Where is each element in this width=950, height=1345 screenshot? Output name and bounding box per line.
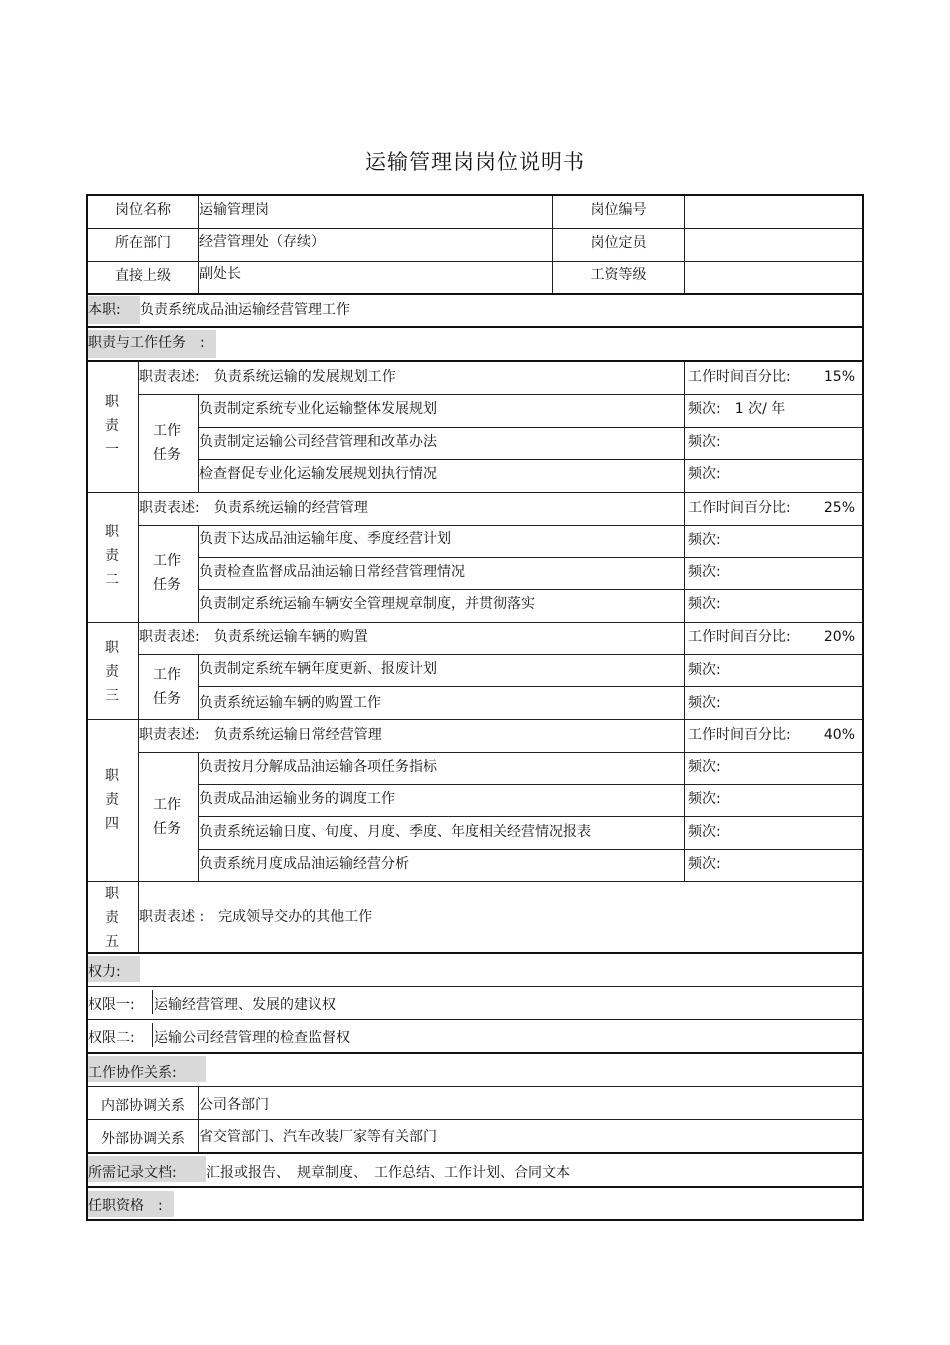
duty-4-task-3-freq: 频次:	[688, 824, 721, 840]
col-divider	[684, 719, 685, 881]
duty-1-desc: 职责表述: 负责系统运输的发展规划工作	[139, 369, 396, 385]
power-2-label: 权限二:	[88, 1030, 135, 1046]
section-divider	[88, 1052, 862, 1054]
row-divider	[138, 654, 862, 655]
duty-3-pct: 20%	[823, 629, 855, 645]
duties-section-label: 职责与工作任务 :	[88, 335, 205, 351]
row-divider	[198, 589, 862, 590]
role-value: 负责系统成品油运输经营管理工作	[140, 302, 350, 318]
post-name-value: 运输管理岗	[199, 202, 269, 218]
job-description-table	[86, 194, 864, 1221]
duty-2-task-label: 工作 任务	[153, 553, 181, 593]
duty-1-task-1-freq: 频次: 1 次/ 年	[688, 401, 786, 417]
duty-4-task-4: 负责系统月度成品油运输经营分析	[199, 856, 409, 872]
row-divider	[88, 228, 862, 229]
row-divider	[88, 492, 862, 493]
external-relations-value: 省交管部门、汽车改装厂家等有关部门	[199, 1129, 437, 1145]
row-divider	[198, 557, 862, 558]
supervisor-value: 副处长	[199, 266, 241, 282]
duty-3-desc: 职责表述: 负责系统运输车辆的购置	[139, 629, 368, 645]
duty-2-desc: 职责表述: 负责系统运输的经营管理	[139, 500, 368, 516]
row-divider	[88, 986, 862, 987]
duty-4-pct: 40%	[823, 727, 855, 743]
row-divider	[198, 816, 862, 817]
duty-4-task-label: 工作 任务	[153, 797, 181, 837]
row-divider	[88, 1019, 862, 1020]
row-divider	[198, 784, 862, 785]
duty-5-label: 职 责 五	[105, 886, 119, 950]
duty-1-task-3-freq: 频次:	[688, 466, 721, 482]
duty-4-task-3: 负责系统运输日度、旬度、月度、季度、年度相关经营情况报表	[199, 824, 591, 840]
power-label: 权力:	[88, 964, 121, 980]
role-label: 本职:	[88, 302, 121, 318]
duty-2-task-1: 负责下达成品油运输年度、季度经营计划	[199, 531, 451, 547]
duty-3-task-1: 负责制定系统车辆年度更新、报废计划	[199, 661, 437, 677]
duty-4-task-2-freq: 频次:	[688, 791, 721, 807]
internal-relations-value: 公司各部门	[199, 1097, 269, 1113]
row-divider	[138, 752, 862, 753]
duty-2-task-3-freq: 频次:	[688, 596, 721, 612]
internal-relations-label: 内部协调关系	[101, 1098, 185, 1114]
duty-3-pct-label: 工作时间百分比:	[688, 629, 791, 645]
row-divider	[198, 849, 862, 850]
row-divider	[198, 686, 862, 687]
duty-2-label: 职 责 二	[105, 524, 119, 588]
col-divider	[152, 990, 153, 1014]
duty-2-pct-label: 工作时间百分比:	[688, 500, 791, 516]
section-divider	[88, 1152, 862, 1154]
duty-4-label: 职 责 四	[105, 768, 119, 832]
department-label: 所在部门	[115, 235, 171, 251]
duty-5-desc: 职责表述 : 完成领导交办的其他工作	[139, 909, 373, 925]
records-value: 汇报或报告、 规章制度、 工作总结、工作计划、合同文本	[206, 1165, 570, 1181]
duty-1-task-2: 负责制定运输公司经营管理和改革办法	[199, 434, 437, 450]
duty-2-task-3: 负责制定系统运输车辆安全管理规章制度，并贯彻落实	[199, 596, 535, 612]
row-divider	[198, 427, 862, 428]
relations-label: 工作协作关系:	[88, 1065, 177, 1081]
department-value: 经营管理处（存续）	[199, 234, 325, 250]
duty-1-task-1: 负责制定系统专业化运输整体发展规划	[199, 401, 437, 417]
page-title: 运输管理岗岗位说明书	[365, 150, 585, 174]
section-divider	[88, 1186, 862, 1188]
power-1-value: 运输经营管理、发展的建议权	[154, 997, 336, 1013]
duty-4-task-1-freq: 频次:	[688, 759, 721, 775]
row-divider	[88, 1086, 862, 1087]
post-quota-label: 岗位定员	[590, 235, 647, 251]
power-2-value: 运输公司经营管理的检查监督权	[154, 1030, 350, 1046]
row-divider	[88, 881, 862, 882]
col-divider	[152, 1023, 153, 1047]
section-divider	[88, 326, 862, 328]
row-divider	[138, 525, 862, 526]
row-divider	[88, 622, 862, 623]
col-divider	[138, 362, 139, 952]
row-divider	[198, 459, 862, 460]
supervisor-label: 直接上级	[115, 268, 171, 284]
duty-2-task-2: 负责检查监督成品油运输日常经营管理情况	[199, 564, 465, 580]
records-label: 所需记录文档:	[88, 1165, 177, 1181]
row-divider	[88, 719, 862, 720]
duty-3-task-2: 负责系统运输车辆的购置工作	[199, 695, 381, 711]
duty-2-pct: 25%	[823, 500, 855, 516]
row-divider	[138, 394, 862, 395]
duty-4-task-4-freq: 频次:	[688, 856, 721, 872]
salary-grade-label: 工资等级	[590, 267, 647, 283]
section-divider	[88, 360, 862, 362]
power-1-label: 权限一:	[88, 997, 135, 1013]
duty-3-label: 职 责 三	[105, 640, 119, 704]
duty-1-label: 职 责 一	[105, 394, 119, 458]
post-code-label: 岗位编号	[590, 202, 647, 218]
post-name-label: 岗位名称	[115, 202, 171, 218]
duty-4-desc: 职责表述: 负责系统运输日常经营管理	[139, 727, 382, 743]
col-divider	[684, 622, 685, 719]
duty-1-task-3: 检查督促专业化运输发展规划执行情况	[199, 466, 437, 482]
duty-4-task-2: 负责成品油运输业务的调度工作	[199, 791, 395, 807]
row-divider	[88, 261, 862, 262]
section-divider	[88, 952, 862, 954]
duty-2-task-2-freq: 频次:	[688, 564, 721, 580]
qualification-label: 任职资格 :	[88, 1198, 163, 1214]
duty-1-task-label: 工作 任务	[153, 423, 181, 463]
duty-1-pct: 15%	[823, 369, 855, 385]
section-divider	[88, 293, 862, 295]
duty-3-task-1-freq: 频次:	[688, 662, 721, 678]
duty-1-pct-label: 工作时间百分比:	[688, 369, 791, 385]
external-relations-label: 外部协调关系	[101, 1131, 185, 1147]
duty-4-task-1: 负责按月分解成品油运输各项任务指标	[199, 759, 437, 775]
duty-3-task-label: 工作 任务	[153, 667, 181, 707]
row-divider	[88, 1119, 862, 1120]
col-divider	[684, 196, 685, 293]
duty-4-pct-label: 工作时间百分比:	[688, 727, 791, 743]
duty-1-task-2-freq: 频次:	[688, 434, 721, 450]
duty-2-task-1-freq: 频次:	[688, 532, 721, 548]
duty-3-task-2-freq: 频次:	[688, 695, 721, 711]
